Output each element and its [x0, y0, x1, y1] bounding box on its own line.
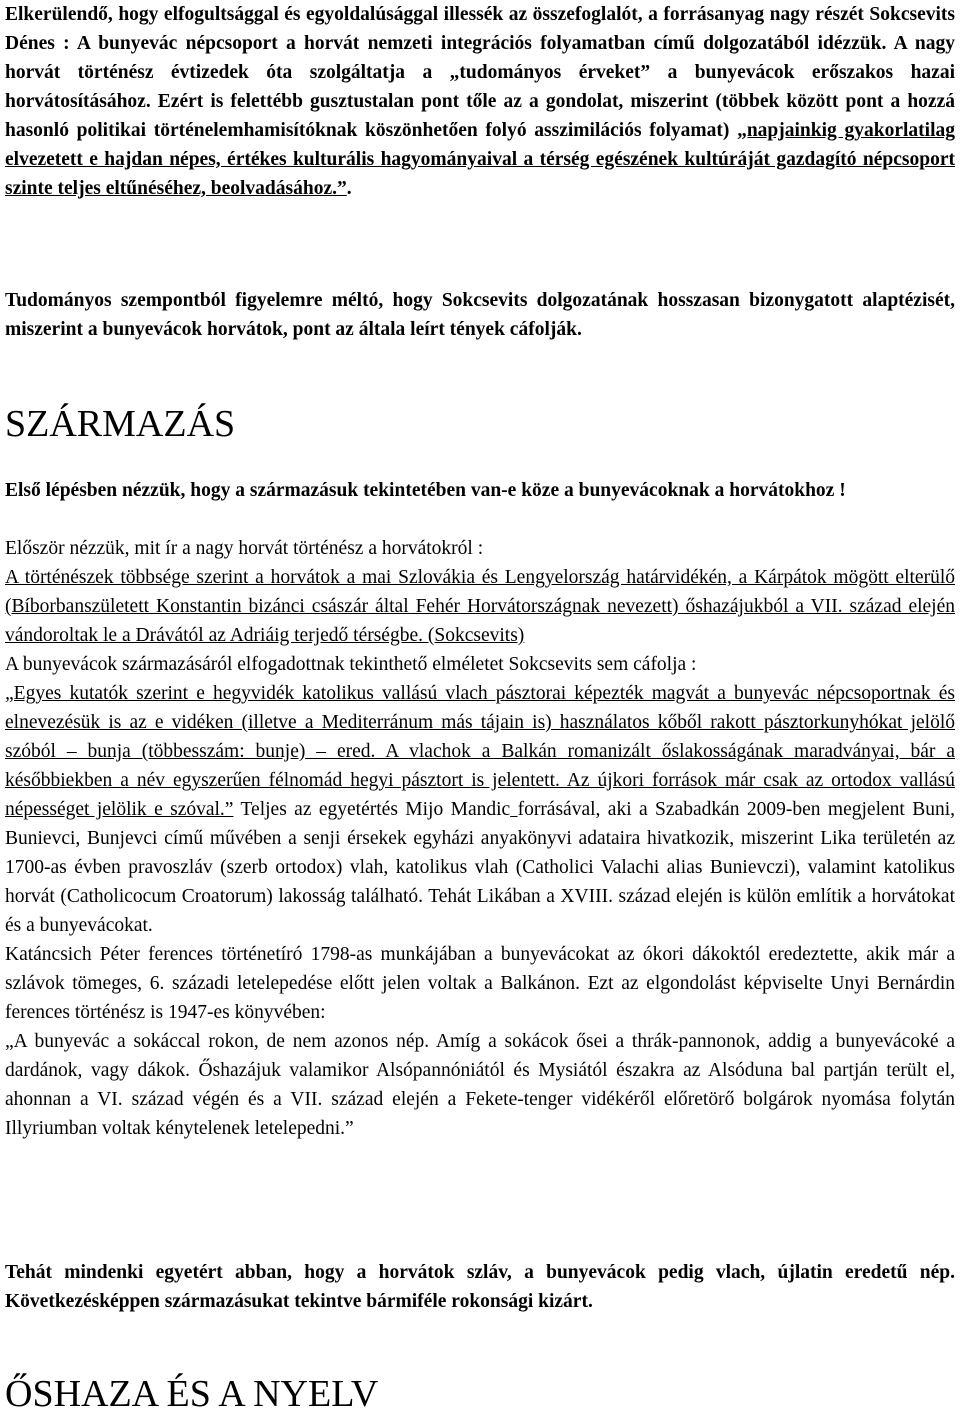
conclusion-paragraph: Tehát mindenki egyetért abban, hogy a horvátok szláv, a bunyevácok pedig vlach, újlatin eredetű nép. Következésképpen származásukat tekintve bármiféle rokonsági kizárt. — [5, 1262, 955, 1312]
body-quote-croats: A történészek többsége szerint a horvátok a mai Szlovákia és Lengyelország határvidékén, a Kárpátok mögött elterülő (Bíborbanszületett Konstantin bizánci császár által Fehér Horvátországnak nevezett) őshazájukból a VII. század elején vándoroltak le a Drávától az Adriáig terjedő térségbe. (Sokcsevits) — [5, 567, 955, 646]
assessment-paragraph: Tudományos szempontból figyelemre méltó, hogy Sokcsevits dolgozatának hosszasan bizonygatott alaptézisét, miszerint a bunyevácok horvátok, pont az általa leírt tények cáfolják. — [5, 290, 955, 340]
body-quote-unyi: „A bunyevác a sokáccal rokon, de nem azonos nép. Amíg a sokácok ősei a thrák-pannonok, addig a bunyevácoké a dardánok, vagy dákok. Őshazájuk valamikor Alsópannóniától és Mysiától északra az Alsóduna bal partján terült el, ahonnan a VI. század végén és a VII. század elején a Fekete-tenger vidékéről előretörő bolgárok nyomása folytán Illyriumban voltak kénytelenek letelepedni.” — [5, 1031, 955, 1139]
origin-body-paragraph — [5, 534, 955, 1143]
intro-end-text: . — [346, 178, 352, 199]
section-heading-origin: SZÁRMAZÁS — [5, 403, 236, 445]
body-quote-bunyevac: „Egyes kutatók szerint e hegyvidék katolikus vallású vlach pásztorai képezték magvát a bunyevác népcsoportnak és elnevezésük is az e vidéken (illetve a Mediterránum más tájain is) használatos kőből rakott pásztorkunyhókat jelölő szóból – bunja (többesszám: bunje) – ered. A vlachok a Balkán romanizált őslakosságának maradványai, bár a későbbiekben a név egyszerűen félnomád hegyi pásztort is jelentett. Az újkori források már csak az ortodox vallású népességet jelölik e szóval.” — [5, 683, 955, 820]
body-sentence-3: A bunyevácok származásáról elfogadottnak tekinthető elméletet Sokcsevits sem cáfolja : — [5, 654, 697, 675]
question-paragraph: Első lépésben nézzük, hogy a származásuk tekintetében van-e köze a bunyevácoknak a horvátokhoz ! — [5, 480, 846, 501]
intro-quote-text: „napjainkig gyakorlatilag elvezetett e hajdan népes, értékes kulturális hagyományaival a térség egészének kultúráját gazdagító népcsoport szinte teljes eltűnéséhez, beolvadásához.” — [5, 120, 955, 199]
body-sentence-5b: forrásával, aki a Szabadkán 2009-ben megjelent Buni, Bunievci, Bunjevci című művében a senji érsekek egyházi anyakönyvi adataira hivatkozik, miszerint Lika területén az 1700-as évben pravoszláv (szerb ortodox) vlah, katolikus vlah (Catholici Valachi alias Bunievczi), valamint katolikus horvát (Catholicocum Croatorum) lakosság található. Tehát Likában a XVIII. század elején is külön említik a horvátokat és a bunyevácokat. — [5, 799, 956, 936]
intro-paragraph — [5, 0, 955, 203]
body-underlined-space — [510, 799, 517, 820]
body-sentence-5a: Teljes az egyetértés Mijo Mandic — [233, 799, 511, 820]
intro-lead-text: Elkerülendő, hogy elfogultsággal és egyoldalúsággal illessék az összefoglalót, a forrásanyag nagy részét Sokcsevits Dénes : A bunyevác népcsoport a horvát nemzeti integrációs folyamatban című dolgozatából idézzük. A nagy horvát történész évtizedek óta szolgáltatja a „tudományos érveket” a bunyevácok erőszakos hazai horvátosításához. Ezért is felettébb gusztustalan pont tőle az a gondolat, miszerint (többek között pont a hozzá hasonló politikai történelemhamisítóknak köszönhetően folyó asszimilációs folyamat) — [5, 4, 955, 141]
body-sentence-1: Először nézzük, mit ír a nagy horvát történész a horvátokról : — [5, 538, 484, 559]
section-heading-homeland-language: ŐSHAZA ÉS A NYELV — [5, 1373, 379, 1415]
body-sentence-6: Katáncsich Péter ferences történetíró 1798-as munkájában a bunyevácokat az ókori dákoktól eredeztette, akik már a szlávok tömeges, 6. századi letelepedése előtt jelen voltak a Balkánon. Ezt az elgondolást képviselte Unyi Bernárdin ferences történész is 1947-es könyvében: — [5, 944, 955, 1023]
